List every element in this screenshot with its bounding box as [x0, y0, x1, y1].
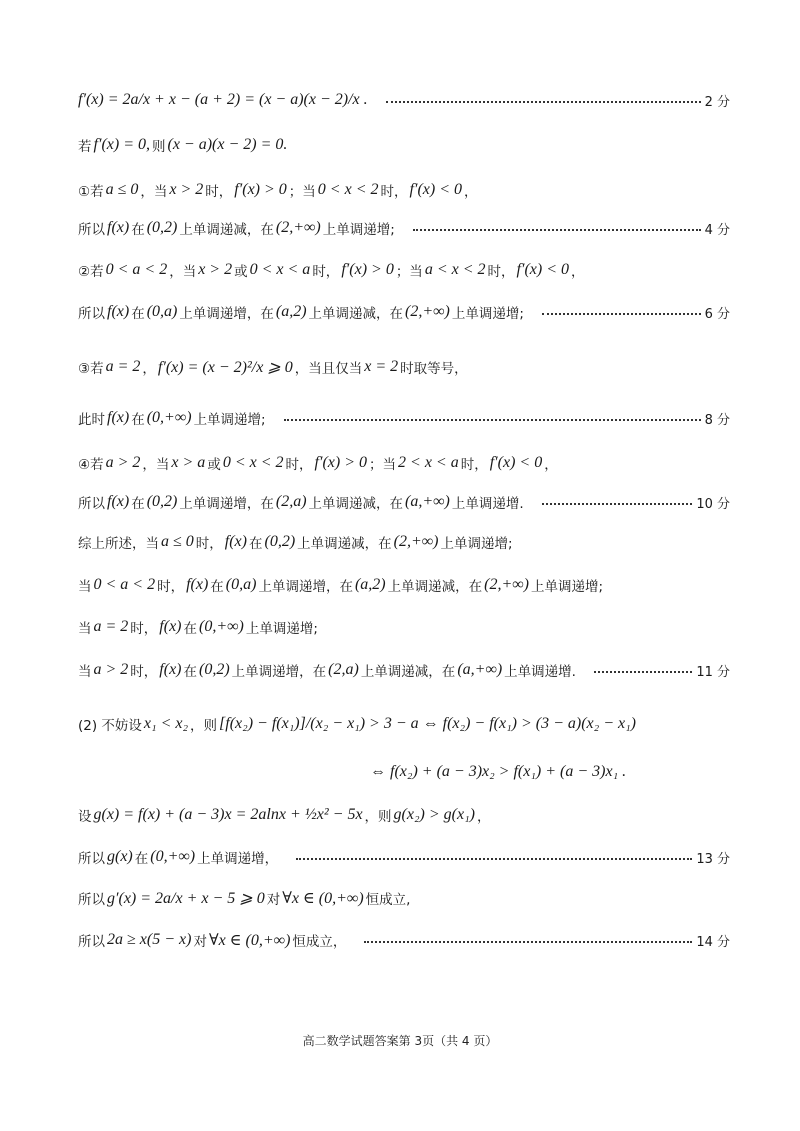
page-footer: 高二数学试题答案第 3页（共 4 页） [302, 1034, 498, 1048]
math-expression: [f(x₂) − f(x₁)]/(x₂ − x₁) > 3 − a ⇔ f(x₂) − f(x₁) > (3 − a)(x₂ − x₁) [219, 715, 637, 732]
line-text: 上单调递减，在 [308, 306, 404, 322]
score-label: 14 分 [696, 934, 730, 950]
line-text: (2) 不妨设 [78, 718, 142, 734]
line-text: ，当 [169, 264, 197, 280]
line-text: ③若 [78, 361, 104, 377]
score-label: 2 分 [704, 94, 730, 110]
math-expression: (0,a) [146, 303, 178, 320]
solution-line [78, 297, 730, 327]
math-expression: (2,a) [275, 493, 307, 510]
math-expression: (0,2) [264, 533, 296, 550]
math-expression: g(x) = f(x) + (a − 3)x = 2alnx + ½x² − 5x [93, 806, 363, 823]
line-text: 当 [78, 579, 92, 595]
line-text: 上单调递增， [197, 851, 279, 867]
line-text: 在 [131, 306, 145, 322]
math-expression: (0,+∞) [199, 618, 244, 635]
math-expression: x > a [171, 454, 206, 471]
math-expression: x > 2 [198, 261, 233, 278]
math-expression: ∀x ∈ (0,+∞) [208, 932, 291, 949]
line-text: 上单调递减，在 [387, 579, 483, 595]
line-text: 综上所述，当 [78, 536, 159, 552]
line-text: 在 [131, 412, 145, 428]
math-expression: f′(x) > 0 [314, 454, 368, 471]
line-text: 所以 [78, 306, 105, 322]
solution-line [78, 925, 730, 955]
line-text: 所以 [78, 496, 105, 512]
line-text: ，当 [142, 457, 170, 473]
math-expression: (0,2) [146, 219, 178, 236]
line-text: ，则 [190, 718, 218, 734]
line-text: 若 [78, 139, 92, 155]
math-expression: a < x < 2 [424, 261, 486, 278]
math-expression: a ≤ 0 [105, 181, 139, 198]
math-expression: f′(x) = (x − 2)²/x ⩾ 0 [157, 359, 293, 376]
line-text: 所以 [78, 934, 105, 950]
solution-line [78, 883, 730, 913]
score-label: 11 分 [696, 664, 730, 680]
score-label: 6 分 [704, 306, 730, 322]
math-expression: (a,2) [354, 576, 386, 593]
math-expression: g(x) [107, 848, 133, 865]
math-expression: f′(x) = 2a/x + x − (a + 2) = (x − a)(x − 2)/x . [78, 91, 368, 108]
math-expression: f′(x) = 0, [93, 136, 150, 153]
math-expression: a ≤ 0 [161, 533, 194, 550]
line-text: 所以 [78, 222, 105, 238]
line-text: ， [544, 457, 558, 473]
line-text: ，则 [364, 809, 392, 825]
line-text: 在 [210, 579, 224, 595]
line-text: 时取等号， [400, 361, 468, 377]
solution-line [78, 800, 730, 830]
math-expression: f′(x) > 0 [234, 181, 287, 198]
math-expression: (2,+∞) [275, 219, 321, 236]
line-text: 上单调递增. [504, 664, 576, 680]
math-expression: (0,2) [146, 493, 178, 510]
math-expression: x > 2 [169, 181, 204, 198]
solution-line [78, 130, 730, 160]
score-label: 13 分 [696, 851, 730, 867]
math-expression: a > 2 [105, 454, 141, 471]
line-text: 上单调递增，在 [179, 496, 274, 512]
line-text: 对 [266, 892, 281, 908]
line-text: ；当 [369, 457, 397, 473]
math-expression: f(x) [159, 661, 182, 678]
math-expression: (x − a)(x − 2) = 0. [167, 136, 288, 153]
score-label: 4 分 [704, 222, 730, 238]
line-text: 在 [134, 851, 149, 867]
math-expression: 2 < x < a [398, 454, 459, 471]
math-expression: g(x₂) > g(x₁) [393, 806, 475, 823]
math-expression: f(x) [107, 493, 130, 510]
line-text: ， [571, 264, 585, 280]
math-expression: (a,+∞) [457, 661, 503, 678]
line-text: 在 [248, 536, 263, 552]
line-text: 或 [207, 457, 221, 473]
math-expression: 0 < a < 2 [105, 261, 168, 278]
solution-line [78, 655, 730, 685]
solution-line [78, 213, 730, 243]
line-text: 设 [78, 809, 92, 825]
line-text: 上单调递减，在 [179, 222, 274, 238]
dot-leader [413, 229, 701, 231]
line-text: 时， [205, 184, 233, 200]
line-text: 或 [234, 264, 248, 280]
math-expression: g′(x) = 2a/x + x − 5 ⩾ 0 [107, 890, 265, 907]
math-expression: a = 2 [105, 358, 141, 375]
math-expression: (a,2) [275, 303, 307, 320]
math-expression: f(x) [107, 303, 130, 320]
line-text: 时， [195, 536, 223, 552]
math-expression: f′(x) > 0 [341, 261, 394, 278]
math-expression: (0,+∞) [150, 848, 196, 865]
line-text: 上单调递增; [322, 222, 395, 238]
line-text: 上单调递减，在 [360, 664, 456, 680]
line-text: 时， [460, 457, 488, 473]
line-text: ④若 [78, 457, 104, 473]
line-text: 上单调递增; [451, 306, 524, 322]
line-text: 上单调递减，在 [297, 536, 392, 552]
score-label: 10 分 [696, 496, 730, 512]
math-expression: ⇔ f(x₂) + (a − 3)x₂ > f(x₁) + (a − 3)x₁ . [370, 763, 627, 780]
line-text: 所以 [78, 892, 105, 908]
math-expression: 0 < x < 2 [222, 454, 284, 471]
line-text: 时， [285, 457, 313, 473]
solution-line [78, 255, 730, 285]
line-text: 时， [487, 264, 515, 280]
math-expression: (a,+∞) [405, 493, 450, 510]
math-expression: a > 2 [93, 661, 129, 678]
line-text: 在 [183, 621, 197, 637]
line-text: 则 [152, 139, 166, 155]
math-expression: (0,a) [225, 576, 257, 593]
line-text: ，当 [140, 184, 168, 200]
line-text: ，当且仅当 [294, 361, 363, 377]
score-label: 8 分 [704, 412, 730, 428]
line-text: 上单调递增; [440, 536, 513, 552]
line-text: ， [142, 361, 156, 377]
line-text: 时， [130, 664, 158, 680]
math-expression: ∀x ∈ (0,+∞) [282, 890, 364, 907]
math-expression: f′(x) < 0 [409, 181, 462, 198]
solution-line [78, 612, 730, 642]
line-text: 上单调递增，在 [258, 579, 353, 595]
math-expression: f′(x) < 0 [516, 261, 570, 278]
line-text: 当 [78, 664, 92, 680]
solution-line [78, 352, 730, 382]
math-expression: 0 < a < 2 [93, 576, 156, 593]
solution-line [78, 448, 730, 478]
line-text: 在 [183, 664, 197, 680]
line-text: 上单调递增，在 [179, 306, 274, 322]
math-expression: (0,+∞) [146, 409, 192, 426]
line-text: ；当 [395, 264, 423, 280]
math-expression: f(x) [224, 533, 247, 550]
math-expression: f(x) [186, 576, 209, 593]
line-text: ①若 [78, 184, 104, 200]
dot-leader [296, 858, 692, 860]
dot-leader [594, 671, 692, 673]
solution-line [78, 85, 730, 115]
line-text: 对 [193, 934, 207, 950]
line-text: 时， [380, 184, 408, 200]
math-expression: a = 2 [93, 618, 129, 635]
line-text: 在 [131, 496, 145, 512]
line-text: ②若 [78, 264, 104, 280]
dot-leader [386, 101, 701, 103]
line-text: 上单调递增; [193, 412, 266, 428]
solution-line [78, 175, 730, 205]
dot-leader [284, 419, 701, 421]
math-expression: (2,a) [328, 661, 359, 678]
line-text: ；当 [288, 184, 316, 200]
math-expression: x₁ < x₂ [143, 715, 189, 732]
math-expression: (2,+∞) [484, 576, 529, 593]
line-text: 此时 [78, 412, 105, 428]
line-text: 上单调递增; [530, 579, 604, 595]
solution-line [78, 487, 730, 517]
math-expression: f(x) [107, 219, 130, 236]
dot-leader [542, 313, 701, 315]
solution-line [370, 757, 700, 787]
line-text: 在 [131, 222, 145, 238]
line-text: 时， [312, 264, 340, 280]
math-expression: 0 < x < 2 [317, 181, 379, 198]
math-expression: 0 < x < a [249, 261, 311, 278]
line-text: 上单调递增，在 [231, 664, 327, 680]
line-text: 当 [78, 621, 92, 637]
solution-line [78, 570, 730, 600]
math-expression: f′(x) < 0 [489, 454, 543, 471]
math-expression: f(x) [159, 618, 182, 635]
line-text: 时， [157, 579, 185, 595]
math-expression: 2a ≥ x(5 − x) [107, 931, 192, 948]
line-text: 上单调递增. [451, 496, 524, 512]
math-expression: f(x) [107, 409, 130, 426]
math-expression: (0,2) [199, 661, 230, 678]
dot-leader [542, 503, 693, 505]
line-text: 上单调递增; [245, 621, 318, 637]
line-text: ， [476, 809, 491, 825]
line-text: 恒成立， [292, 934, 347, 950]
line-text: ， [464, 184, 478, 200]
solution-line [78, 842, 730, 872]
solution-line [78, 709, 730, 739]
solution-line [78, 527, 730, 557]
line-text: 时， [130, 621, 158, 637]
line-text: 所以 [78, 851, 105, 867]
line-text: 恒成立, [365, 892, 411, 908]
math-expression: x = 2 [364, 358, 399, 375]
dot-leader [364, 941, 692, 943]
line-text: 上单调递减，在 [308, 496, 404, 512]
solution-line [78, 403, 730, 433]
math-expression: (2,+∞) [393, 533, 439, 550]
math-expression: (2,+∞) [405, 303, 450, 320]
